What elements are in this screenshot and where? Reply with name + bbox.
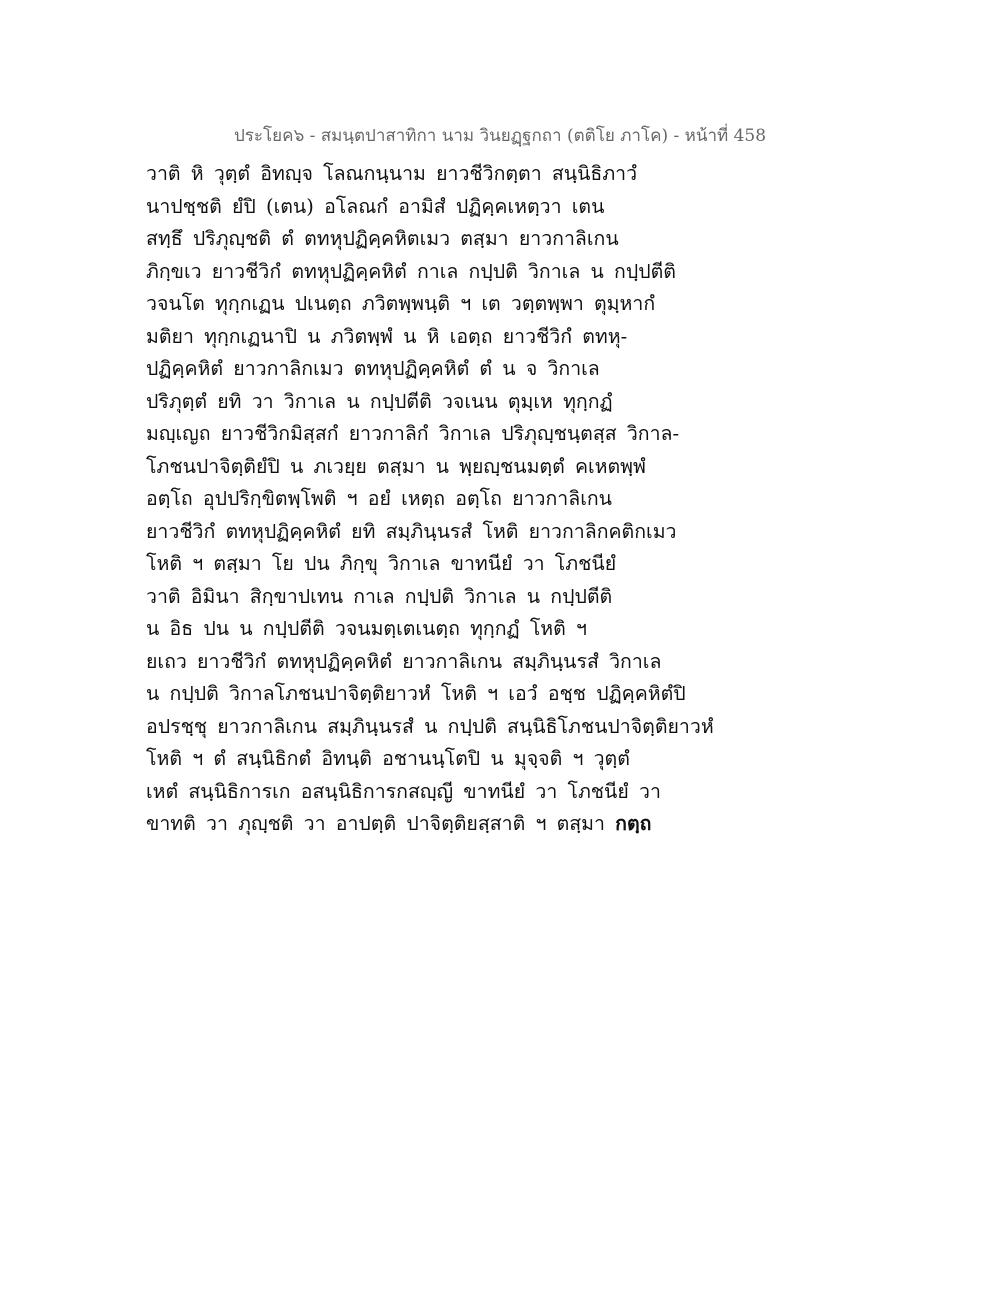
text-line: โหติ ฯ ตสฺมา โย ปน ภิกฺขุ วิกาเล ขาทนียํ วา โภชนียํ (146, 552, 617, 575)
text-line: น กปฺปติ วิกาลโภชนปาจิตฺติยาวหํ โหติ ฯ เอวํ อชฺช ปฏิคฺคหิตํปิ (146, 682, 686, 705)
body-text (146, 158, 726, 841)
text-line: น อิธ ปน น กปฺปตีติ วจนมตฺเตเนตฺถ ทุกฺกฏํ โหติ ฯ (146, 617, 587, 640)
text-line: นาปชฺชติ ยํปิ (เตน) อโลณกํ อามิสํ ปฏิคฺคเหตฺวา เตน (146, 194, 605, 218)
text-line-last (146, 808, 726, 841)
text-line: อปรชฺชุ ยาวกาลิเกน สมฺภินฺนรสํ น กปฺปติ สนฺนิธิโภชนปาจิตฺติยาวหํ (146, 714, 714, 738)
last-line-text: ขาทติ วา ภุญฺชติ วา อาปตฺติ ปาจิตฺติยสฺสาติ ฯ ตสฺมา (146, 812, 616, 835)
text-line: ภิกฺขเว ยาวชีวิกํ ตทหุปฏิคฺคหิตํ กาเล กปฺปติ วิกาเล น กปฺปตีติ (146, 259, 676, 283)
text-line: มญฺเญถ ยาวชีวิกมิสฺสกํ ยาวกาลิกํ วิกาเล ปริภุญฺชนฺตสฺส วิกาล- (146, 422, 680, 445)
text-line: มติยา ทุกฺกเฏนาปิ น ภวิตพฺพํ น หิ เอตฺถ ยาวชีวิกํ ตทหุ- (146, 324, 628, 348)
text-line: เหตํ สนฺนิธิการเก อสนฺนิธิการกสญฺญี ขาทนียํ วา โภชนียํ วา (146, 779, 661, 803)
text-line: โหติ ฯ ตํ สนฺนิธิกตํ อิทนฺติ อชานนฺโตปิ น มุจฺจติ ฯ วุตฺตํ (146, 747, 630, 770)
text-line: ยเถว ยาวชีวิกํ ตทหุปฏิคฺคหิตํ ยาวกาลิเกน สมฺภินฺนรสํ วิกาเล (146, 649, 662, 673)
text-line: อตฺโถ อุปปริกฺขิตพฺโพติ ฯ อยํ เหตฺถ อตฺโถ ยาวกาลิเกน (146, 487, 612, 510)
text-line: วาติ อิมินา สิกฺขาปเทน กาเล กปฺปติ วิกาเล น กปฺปตีติ (146, 584, 613, 608)
text-line: โภชนปาจิตฺติยํปิ น ภเวยฺย ตสฺมา น พฺยญฺชนมตฺตํ คเหตพฺพํ (146, 454, 646, 478)
text-line: วจนโต ทุกฺกเฏน ปเนตฺถ ภวิตพฺพนฺติ ฯ เต วตฺตพฺพา ตุมฺหากํ (146, 292, 656, 315)
text-line: ยาวชีวิกํ ตทหุปฏิคฺคหิตํ ยทิ สมฺภินฺนรสํ โหติ ยาวกาลิกคติกเมว (146, 519, 677, 543)
running-header: ประโยค๖ - สมนฺตปาสาทิกา นาม วินยฏฺฐกถา (ตติโย ภาโค) - หน้าที่ 458 (233, 126, 767, 146)
text-line: ปฏิคฺคหิตํ ยาวกาลิกเมว ตทหุปฏิคฺคหิตํ ตํ น จ วิกาเล (146, 357, 600, 380)
text-line: ปริภุตฺตํ ยทิ วา วิกาเล น กปฺปตีติ วจเนน ตุมฺเห ทุกฺกฏํ (146, 389, 613, 413)
text-line: วาติ หิ วุตฺตํ อิทญฺจ โลณกนฺนาม ยาวชีวิกตฺตา สนฺนิธิภาวํ (146, 162, 638, 185)
bold-word: กตฺถ (615, 812, 652, 835)
text-line: สทฺธึ ปริภุญฺชติ ตํ ตทหุปฏิคฺคหิตเมว ตสฺมา ยาวกาลิเกน (146, 227, 619, 250)
